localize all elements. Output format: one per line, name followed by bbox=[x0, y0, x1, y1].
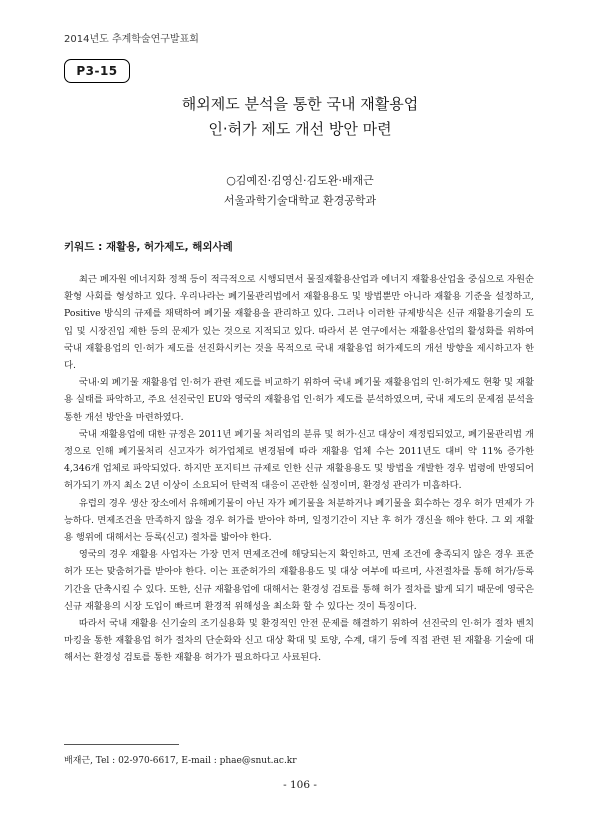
keywords: 키워드 : 재활용, 허가제도, 해외사례 bbox=[64, 241, 233, 253]
footnote-divider bbox=[64, 744, 179, 745]
abstract-body bbox=[64, 271, 534, 667]
body-paragraph-4: 유럽의 경우 생산 장소에서 유해폐기물이 아닌 자가 폐기물을 처분하거나 폐기물을 회수하는 경우 허가 면제가 가능하다. 면제조건을 만족하지 않을 경우 허가를 받아야 하며, 일정기간이 지난 후 허가 갱신을 해야 한다. 그 외 재활용 행위에 대해서는 등록(신고) 절차를 밟아야 한다. bbox=[64, 497, 534, 544]
body-paragraph-1: 최근 폐자원 에너지화 정책 등이 적극적으로 시행되면서 물질재활용산업과 에너지 재활용산업을 중심으로 자원순환형 사회를 형성하고 있다. 우리나라는 폐기물관리법에서 재활용용도 및 방법뿐만 아니라 재활용 기준을 설정하고, Positive 방식의 규제를 채택하여 폐기물 재활용을 관리하고 있다. 그러나 이러한 규제방식은 신규 재활용기술의 도입 및 시장진입 제한 등의 문제가 있는 것으로 지적되고 있다. 따라서 본 연구에서는 재활용산업의 활성화를 위하여 국내 재활용업의 인·허가 제도를 선진화시키는 것을 목적으로 국내 재활용업 허가제도의 개선 방향을 제시하고자 한다. bbox=[64, 274, 534, 372]
body-paragraph-6: 따라서 국내 재활용 신기술의 조기실용화 및 환경적인 안전 문제를 해결하기 위하여 선진국의 인·허가 절차 벤치마킹을 통한 재활용업 허가 절차의 단순화와 신고 대상 확대 및 토양, 수계, 대기 등에 직접 관련 된 재활용 기술에 대해서는 환경성 검토를 통한 재활용 허가가 필요하다고 사료된다. bbox=[64, 618, 534, 664]
paper-id-badge bbox=[64, 59, 130, 83]
paper-title-line-1: 해외제도 분석을 통한 국내 재활용업 bbox=[181, 95, 419, 113]
body-paragraph-2: 국내·외 폐기물 재활용업 인·허가 관련 제도를 비교하기 위하여 국내 폐기물 재활용업의 인·허가제도 현황 및 재활용 실태를 파악하고, 주요 선진국인 EU와 영국의 재활용업 인·허가 제도를 분석하였으며, 국내 제도의 문제점 분석을 통한 개선 방안을 마련하였다. bbox=[64, 377, 534, 423]
body-paragraph-3: 국내 재활용업에 대한 규정은 2011년 폐기물 처리업의 분류 및 허가·신고 대상이 재정립되었고, 폐기물관리법 개정으로 인해 폐기물처리 신고자가 허가업체로 변경됨에 따라 재활용 업체 수는 2011년도 대비 약 11% 증가한 4,346개 업체로 파악되었다. 하지만 포지티브 규제로 인한 신규 재활용용도 및 방법을 개발한 경우 법령에 반영되어 허가되기 까지 최소 2년 이상이 소요되어 탄력적 대응이 곤란한 실정이며, 환경성 관리가 미흡하다. bbox=[64, 428, 534, 492]
body-paragraph-5: 영국의 경우 재활용 사업자는 가장 먼저 면제조건에 해당되는지 확인하고, 면제 조건에 충족되지 않은 경우 표준허가 또는 맞춤허가를 받아야 한다. 이는 표준허가의 재활용용도 및 대상 여부에 따르며, 사전절차를 통해 허가/등록 기간을 단축시킬 수 있다. 또한, 신규 재활용업에 대해서는 환경성 검토를 통해 허가 절차를 밟게 되기 때문에 영국은 신규 재활용의 시장 도입이 빠르며 환경적 위해성을 최소화 할 수 있다는 것이 특징이다. bbox=[64, 549, 534, 612]
author-list: ○김예진·김영신·김도완·배재근 bbox=[226, 174, 374, 187]
paper-title-line-2: 인·허가 제도 개선 방안 마련 bbox=[208, 120, 392, 138]
corresponding-author-footnote: 배재근, Tel : 02-970-6617, E-mail : phae@snut.ac.kr bbox=[64, 756, 297, 766]
paper-id-label: P3-15 bbox=[76, 64, 118, 78]
affiliation: 서울과학기술대학교 환경공학과 bbox=[223, 194, 377, 207]
conference-header: 2014년도 추계학술연구발표회 bbox=[64, 34, 199, 45]
page-number: - 106 - bbox=[283, 779, 317, 791]
